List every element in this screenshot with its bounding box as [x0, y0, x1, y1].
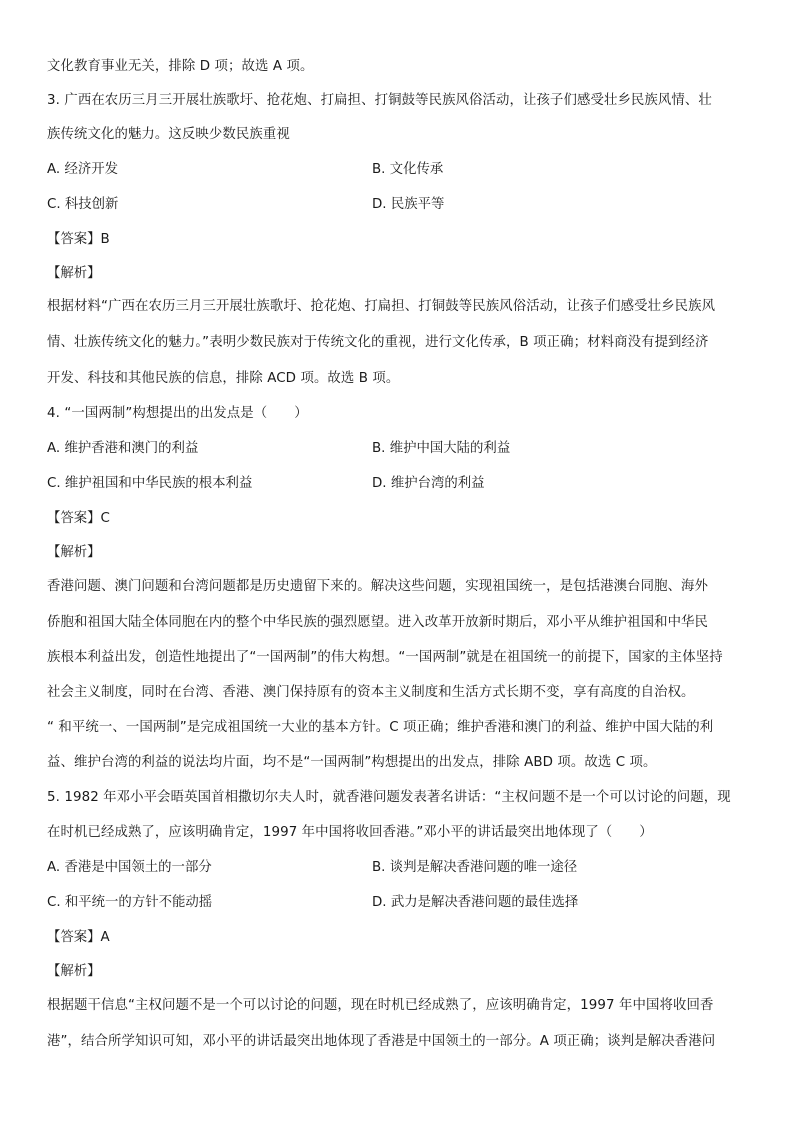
q4-option-b: B. 维护中国大陆的利益 — [372, 441, 511, 456]
q3-option-c: C. 科技创新 — [47, 197, 119, 212]
q5-option-b: B. 谈判是解决香港问题的唯一途径 — [372, 860, 578, 875]
q4-option-d: D. 维护台湾的利益 — [372, 476, 485, 491]
q4-analysis-line: 侨胞和祖国大陆全体同胞在内的整个中华民族的强烈愿望。进入改革开放新时期后，邓小平从维护祖国和中华民 — [47, 615, 709, 630]
question-5-stem: 5. 1982 年邓小平会晤英国首相撒切尔夫人时，就香港问题发表著名讲话：“主权问题不是一个可以讨论的问题，现 — [47, 790, 731, 805]
q3-option-b: B. 文化传承 — [372, 162, 444, 177]
q4-analysis-heading: 【解析】 — [47, 545, 101, 560]
q5-option-d: D. 武力是解决香港问题的最佳选择 — [372, 895, 579, 910]
q5-analysis-line: 根据题干信息“主权问题不是一个可以讨论的问题，现在时机已经成熟了，应该明确肯定，1997 年中国将收回香 — [47, 998, 714, 1013]
q3-answer: 【答案】B — [47, 232, 110, 247]
q3-option-d: D. 民族平等 — [372, 197, 445, 212]
q5-analysis-heading: 【解析】 — [47, 964, 101, 979]
question-4-stem: 4. “一国两制”构想提出的出发点是（ ） — [47, 406, 308, 421]
q4-answer: 【答案】C — [47, 511, 110, 526]
q5-option-c: C. 和平统一的方针不能动摇 — [47, 895, 213, 910]
q4-option-c: C. 维护祖国和中华民族的根本利益 — [47, 476, 253, 491]
q4-analysis-line: 益、维护台湾的利益的说法均片面，均不是“一国两制”构想提出的出发点，排除 ABD 项。故选 C 项。 — [47, 755, 657, 770]
q4-option-a: A. 维护香港和澳门的利益 — [47, 441, 199, 456]
q4-analysis-line: “ 和平统一、一国两制”是完成祖国统一大业的基本方针。C 项正确；维护香港和澳门的利益、维护中国大陆的利 — [47, 720, 714, 735]
text-line: 文化教育事业无关，排除 D 项；故选 A 项。 — [47, 59, 314, 74]
q3-analysis-line: 根据材料“广西在农历三月三开展壮族歌圩、抢花炮、打扁担、打铜鼓等民族风俗活动，让孩子们感受壮乡民族风 — [47, 299, 716, 314]
q5-analysis-line: 港”，结合所学知识可知，邓小平的讲话最突出地体现了香港是中国领土的一部分。A 项正确；谈判是解决香港问 — [47, 1034, 716, 1049]
q4-analysis-line: 社会主义制度，同时在台湾、香港、澳门保持原有的资本主义制度和生活方式长期不变，享有高度的自治权。 — [47, 685, 695, 700]
q3-analysis-heading: 【解析】 — [47, 266, 101, 281]
question-5-stem-cont: 在时机已经成熟了，应该明确肯定，1997 年中国将收回香港。”邓小平的讲话最突出地体现了（ ） — [47, 825, 653, 840]
q5-answer: 【答案】A — [47, 930, 110, 945]
question-3-stem: 3. 广西在农历三月三开展壮族歌圩、抢花炮、打扁担、打铜鼓等民族风俗活动，让孩子们感受壮乡民族风情、壮 — [47, 93, 712, 108]
q3-analysis-line: 开发、科技和其他民族的信息，排除 ACD 项。故选 B 项。 — [47, 371, 400, 386]
q3-option-a: A. 经济开发 — [47, 162, 118, 177]
q4-analysis-line: 香港问题、澳门问题和台湾问题都是历史遗留下来的。解决这些问题，实现祖国统一，是包括港澳台同胞、海外 — [47, 579, 709, 594]
q5-option-a: A. 香港是中国领土的一部分 — [47, 860, 212, 875]
q4-analysis-line: 族根本利益出发，创造性地提出了“一国两制”的伟大构想。“一国两制”就是在祖国统一的前提下，国家的主体坚持 — [47, 650, 723, 665]
question-3-stem-cont: 族传统文化的魅力。这反映少数民族重视 — [47, 127, 290, 142]
q3-analysis-line: 情、壮族传统文化的魅力。”表明少数民族对于传统文化的重视，进行文化传承，B 项正确；材料商没有提到经济 — [47, 335, 709, 350]
